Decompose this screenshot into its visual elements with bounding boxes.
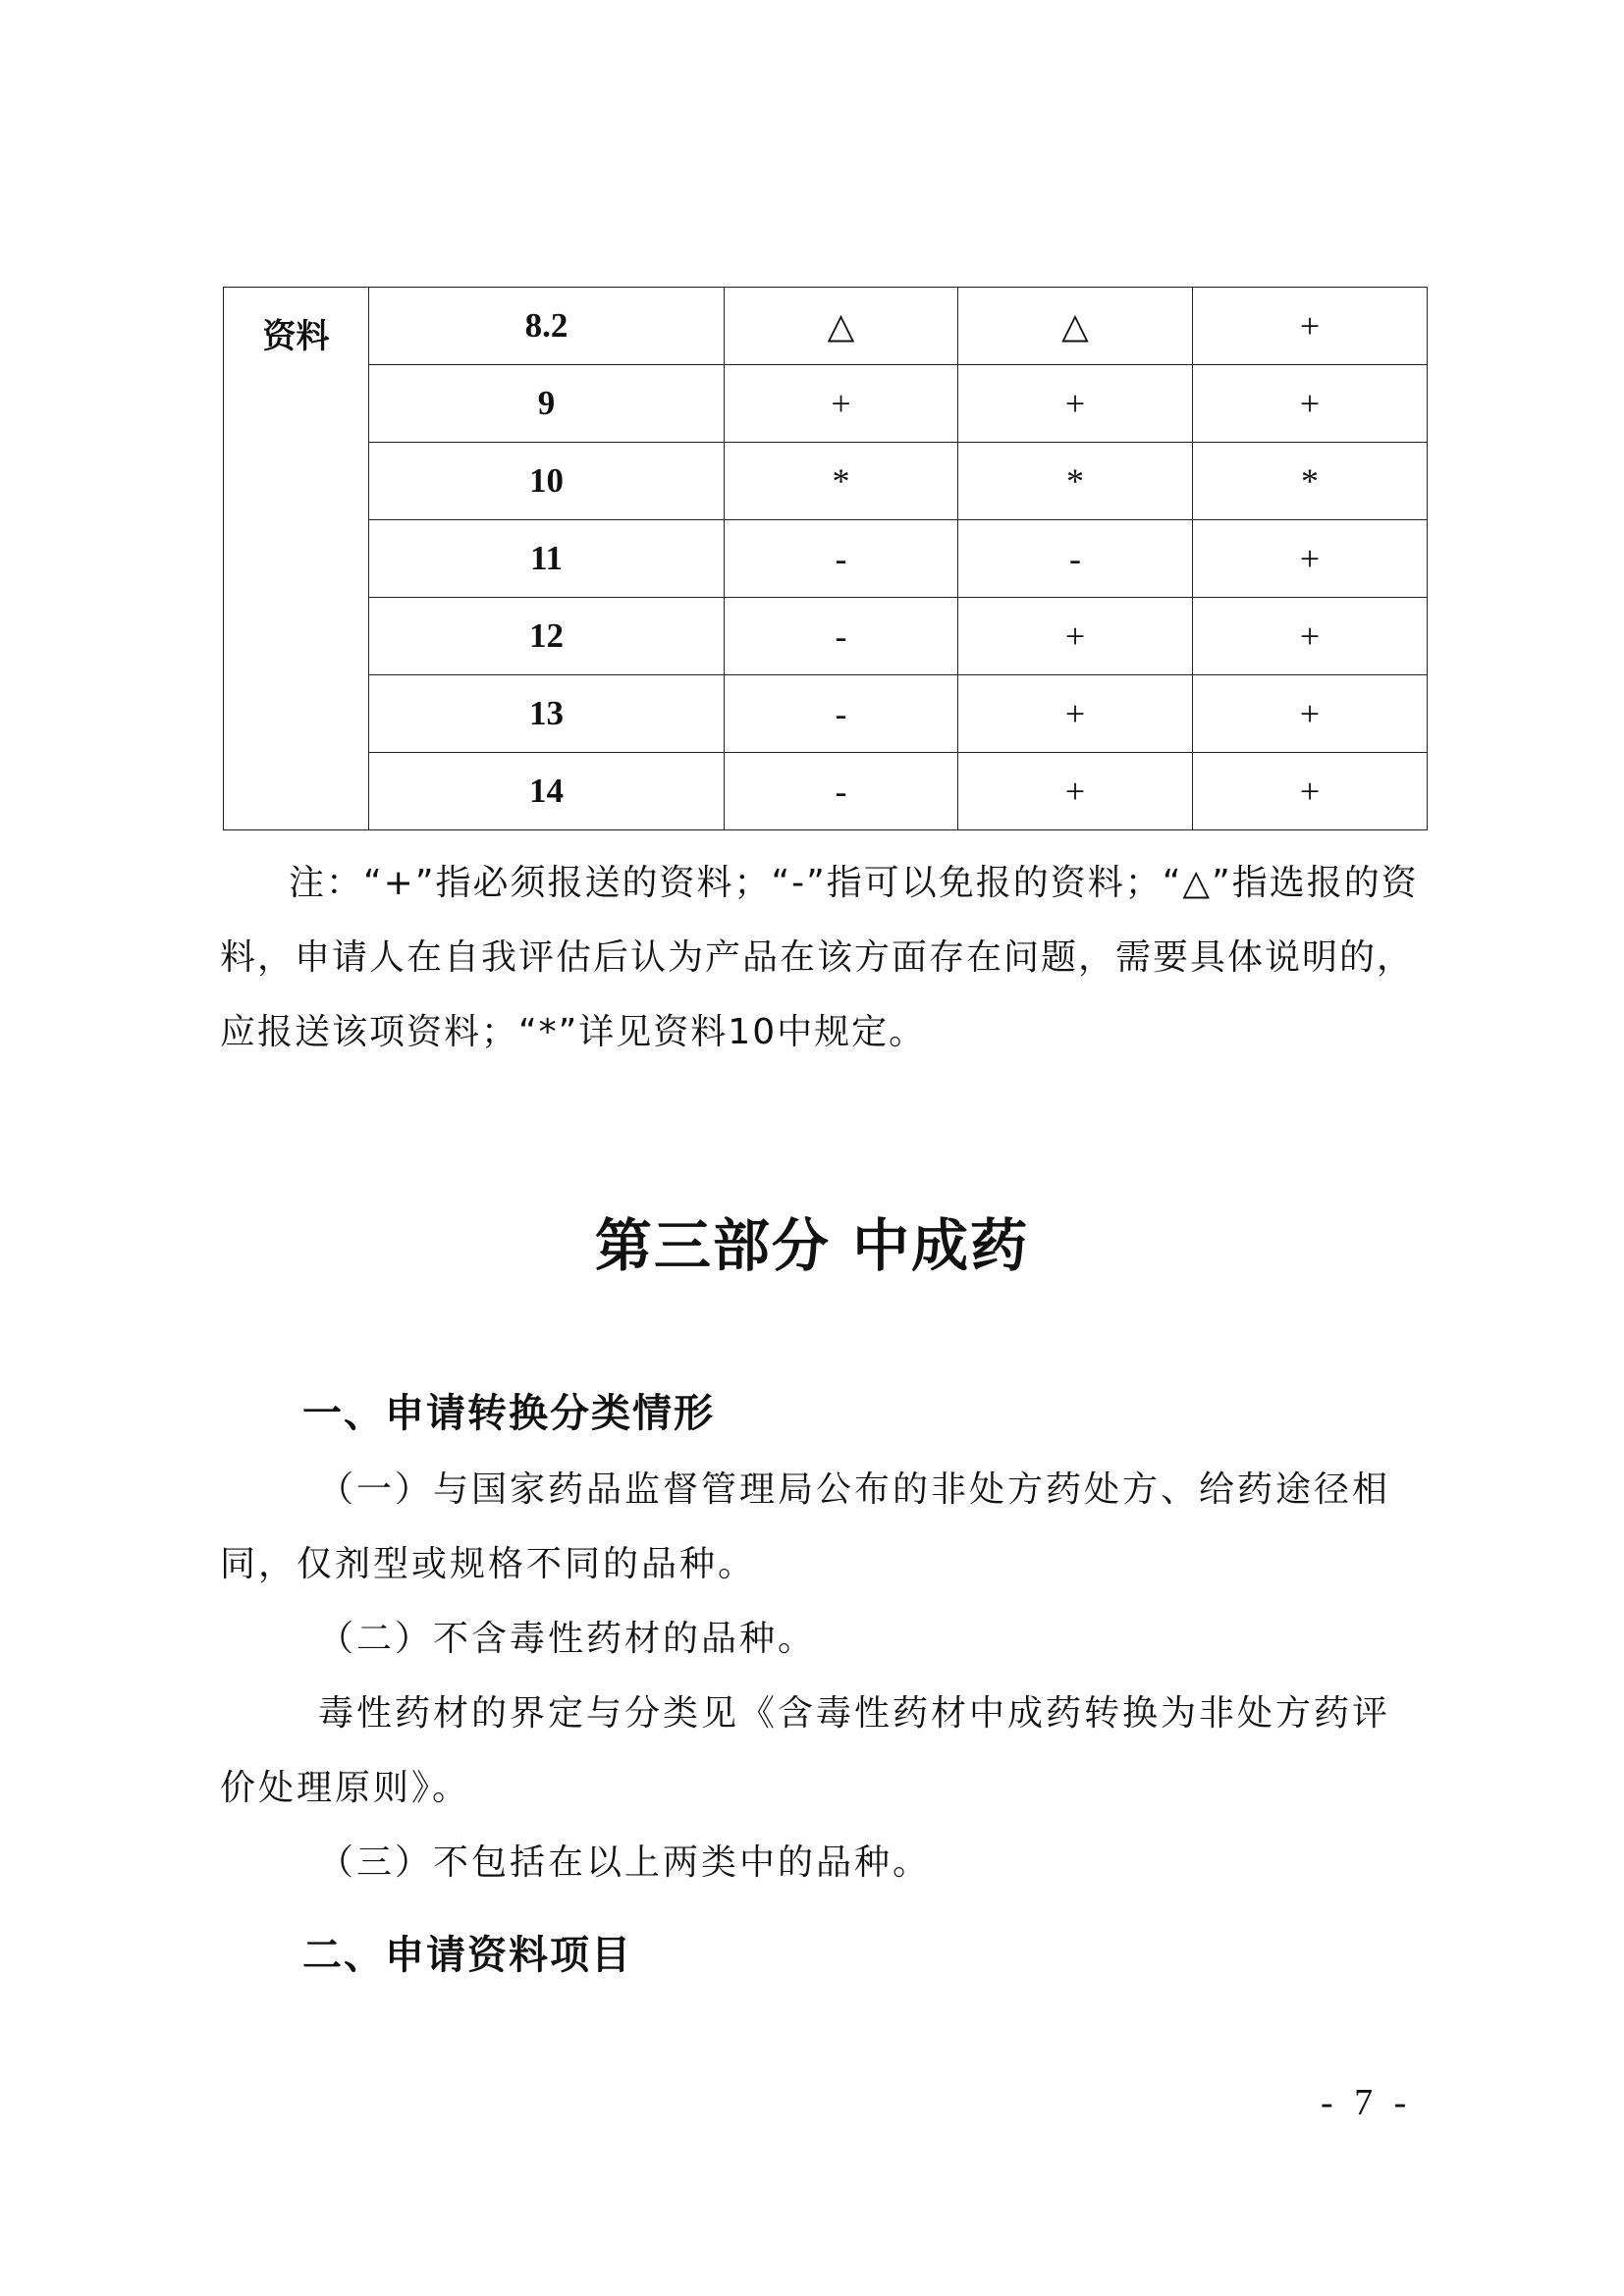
table-cell: * [1193, 443, 1428, 520]
item-number-cell: 11 [369, 520, 725, 598]
section-heading-1: 一、申请转换分类情形 [302, 1391, 715, 1436]
row-header-cell: 资料 [224, 288, 369, 830]
paragraph-item-2-detail: 毒性药材的界定与分类见《含毒性药材中成药转换为非处方药评价处理原则》。 [220, 1693, 1391, 1808]
table-row [224, 365, 1428, 443]
item-number-cell: 10 [369, 443, 725, 520]
materials-table [223, 287, 1428, 830]
table-cell: - [725, 675, 958, 753]
item-number-cell: 8.2 [369, 288, 725, 365]
table-cell: △ [725, 288, 958, 365]
table-note: 注：“+”指必须报送的资料；“-”指可以免报的资料；“△”指选报的资料，申请人在自我评估后认为产品在该方面存在问题，需要具体说明的，应报送该项资料；“*”详见资料10中规定。 [220, 863, 1419, 1052]
paragraph-item-3: （三）不包括在以上两类中的品种。 [318, 1842, 932, 1883]
paragraph-item-1: （一）与国家药品监督管理局公布的非处方药处方、给药途径相同，仅剂型或规格不同的品种。 [220, 1469, 1391, 1584]
item-number-cell: 14 [369, 753, 725, 830]
table-cell: + [1193, 675, 1428, 753]
table-row [224, 675, 1428, 753]
table-cell: + [1193, 288, 1428, 365]
table-row [224, 520, 1428, 598]
table-cell: + [958, 365, 1193, 443]
table-row [224, 443, 1428, 520]
table-cell: + [1193, 365, 1428, 443]
part-title: 第三部分 中成药 [594, 1212, 1030, 1279]
table-cell: - [958, 520, 1193, 598]
table-cell: + [1193, 520, 1428, 598]
table-cell: - [725, 598, 958, 675]
paragraph-item-2: （二）不含毒性药材的品种。 [318, 1619, 817, 1659]
table-cell: - [725, 520, 958, 598]
item-number-cell: 12 [369, 598, 725, 675]
table-cell: * [725, 443, 958, 520]
table-cell: + [958, 675, 1193, 753]
table-row [224, 753, 1428, 830]
table-cell: △ [958, 288, 1193, 365]
item-number-cell: 13 [369, 675, 725, 753]
table-cell: - [725, 753, 958, 830]
page-number: - 7 - [1321, 2082, 1413, 2123]
item-number-cell: 9 [369, 365, 725, 443]
table-cell: + [725, 365, 958, 443]
table-cell: + [1193, 753, 1428, 830]
table-row [224, 288, 1428, 365]
table-cell: + [958, 598, 1193, 675]
table-cell: + [958, 753, 1193, 830]
section-heading-2: 二、申请资料项目 [302, 1933, 632, 1978]
table-row [224, 598, 1428, 675]
table-cell: + [1193, 598, 1428, 675]
table-cell: * [958, 443, 1193, 520]
